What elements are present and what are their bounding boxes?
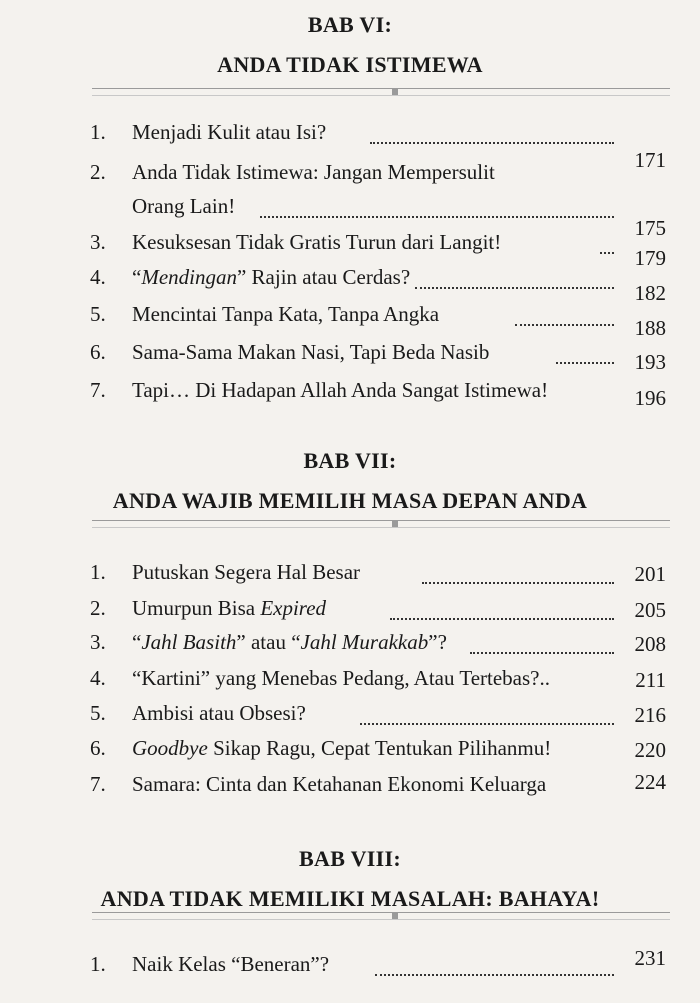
entry-number: 4.: [90, 265, 106, 289]
entry-page: 175: [634, 216, 666, 240]
dot-leader: [470, 642, 614, 654]
chapter-number: BAB VI:: [307, 12, 393, 37]
entry-title: Ambisi atau Obsesi?: [132, 701, 306, 725]
entry-page: 205: [634, 598, 666, 622]
entry-title: Goodbye Sikap Ragu, Cepat Tentukan Pilihanmu!: [132, 736, 552, 760]
chapter-title: ANDA TIDAK MEMILIKI MASALAH: BAHAYA!: [100, 886, 600, 911]
entry-number: 2.: [90, 596, 106, 620]
divider-rule: [92, 520, 670, 528]
entry-title-continued: Orang Lain!: [132, 194, 236, 218]
chapter-heading: [0, 12, 700, 78]
dot-leader: [370, 132, 614, 144]
entry-number: 5.: [90, 302, 106, 326]
entry-title: Kesuksesan Tidak Gratis Turun dari Langit!: [132, 230, 502, 254]
entry-title: Mencintai Tanpa Kata, Tanpa Angka: [132, 302, 440, 326]
entry-number: 6.: [90, 340, 106, 364]
chapter-number: BAB VIII:: [299, 846, 401, 871]
entry-title: Naik Kelas “Beneran”?: [132, 952, 330, 976]
entry-page: 188: [634, 316, 666, 340]
entry-page: 171: [634, 148, 666, 172]
entry-title: “Mendingan” Rajin atau Cerdas?: [132, 265, 411, 289]
dot-leader: [390, 608, 614, 620]
entry-title: Tapi… Di Hadapan Allah Anda Sangat Istimewa!: [132, 378, 549, 402]
entry-title: Anda Tidak Istimewa: Jangan Mempersulit: [132, 160, 495, 184]
entry-page: 211: [635, 668, 666, 692]
entry-page: 224: [634, 770, 666, 794]
chapter-heading: [0, 846, 700, 912]
entry-page: 193: [634, 350, 666, 374]
chapter-title: ANDA TIDAK ISTIMEWA: [217, 52, 483, 77]
dot-leader: [415, 277, 614, 289]
dot-leader: [375, 964, 614, 976]
entry-title: Umurpun Bisa Expired: [132, 596, 327, 620]
entry-title: Samara: Cinta dan Ketahanan Ekonomi Keluarga: [132, 772, 547, 796]
entry-number: 1.: [90, 952, 106, 976]
chapter-number: BAB VII:: [303, 448, 397, 473]
entry-number: 1.: [90, 120, 106, 144]
entry-page: 201: [634, 562, 666, 586]
dot-leader: [422, 572, 614, 584]
entry-page: 179: [634, 246, 666, 270]
entry-page: 231: [634, 946, 666, 970]
entry-title: “Kartini” yang Menebas Pedang, Atau Tertebas?..: [132, 666, 551, 690]
entry-title: “Jahl Basith” atau “Jahl Murakkab”?: [132, 630, 447, 654]
entry-page: 196: [634, 386, 666, 410]
dot-leader: [360, 713, 614, 725]
entry-number: 3.: [90, 230, 106, 254]
entry-number: 7.: [90, 772, 106, 796]
entry-number: 3.: [90, 630, 106, 654]
divider-rule: [92, 88, 670, 96]
dot-leader: [556, 352, 614, 364]
dot-leader: [260, 206, 614, 218]
entry-title: Sama-Sama Makan Nasi, Tapi Beda Nasib: [132, 340, 490, 364]
entry-number: 7.: [90, 378, 106, 402]
entry-title: Putuskan Segera Hal Besar: [132, 560, 361, 584]
divider-rule: [92, 912, 670, 920]
entry-title: Menjadi Kulit atau Isi?: [132, 120, 327, 144]
entry-page: 208: [634, 632, 666, 656]
entry-number: 5.: [90, 701, 106, 725]
entry-number: 1.: [90, 560, 106, 584]
entry-number: 6.: [90, 736, 106, 760]
entry-page: 182: [634, 281, 666, 305]
chapter-heading: [0, 448, 700, 514]
entry-page: 220: [634, 738, 666, 762]
entry-number: 2.: [90, 160, 106, 184]
chapter-title: ANDA WAJIB MEMILIH MASA DEPAN ANDA: [112, 488, 588, 513]
dot-leader: [515, 314, 614, 326]
entry-page: 216: [634, 703, 666, 727]
entry-number: 4.: [90, 666, 106, 690]
dot-leader: [600, 242, 614, 254]
